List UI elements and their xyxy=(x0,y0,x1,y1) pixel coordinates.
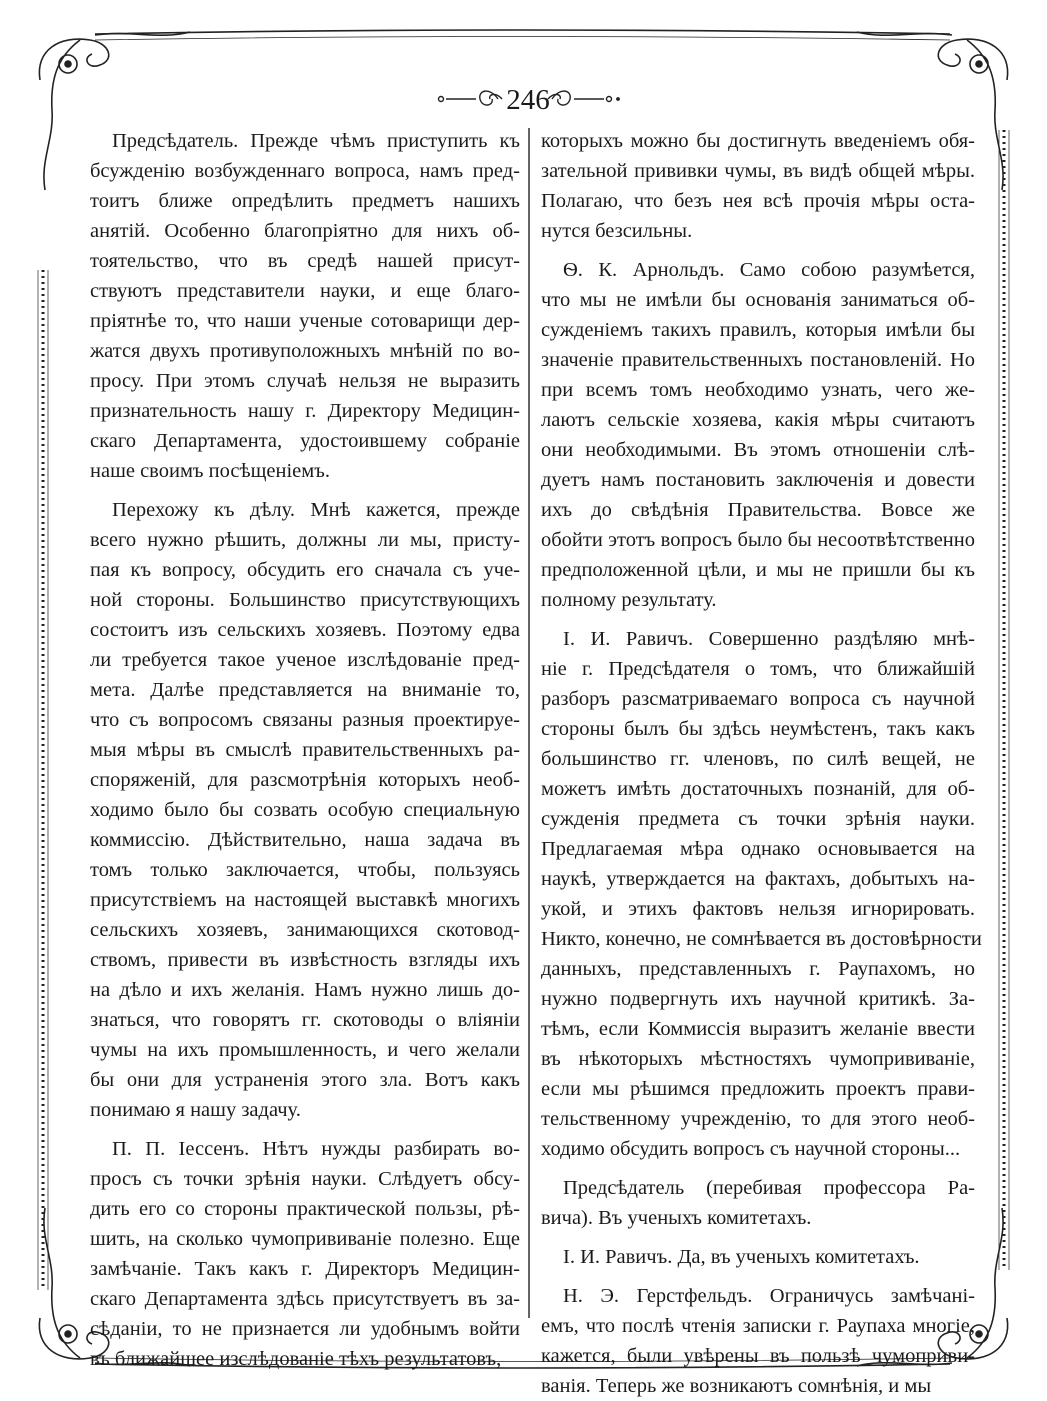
text-line: при всемъ томъ необходимо узнать, чего же- xyxy=(541,379,975,401)
text-line: ли требуется такое ученое изслѣдованіе пред- xyxy=(90,649,520,671)
text-line: сельскихъ хозяевъ, занимающихся скотовод- xyxy=(90,919,520,941)
paragraph xyxy=(541,1242,975,1272)
text-line: П. П. Іессенъ. Нѣтъ нужды разбирать во- xyxy=(112,1138,520,1160)
text-line: понимаю я нашу задачу. xyxy=(90,1099,301,1121)
text-line: пая къ вопросу, обсудить его сначала съ уче- xyxy=(90,559,520,581)
text-line: значеніе правительственныхъ постановленій. Но xyxy=(541,349,975,371)
text-line: сужденіемъ такихъ правилъ, которыя имѣли бы xyxy=(541,319,975,341)
text-line: Перехожу къ дѣлу. Мнѣ кажется, прежде xyxy=(112,499,520,521)
paragraph xyxy=(90,126,520,486)
text-line: тоятельство, что въ средѣ нашей присут- xyxy=(90,250,520,272)
paragraph xyxy=(541,1281,975,1401)
text-line: можетъ имѣть достаточныхъ познаній, для об- xyxy=(541,778,975,800)
text-line: которыхъ можно бы достигнуть введеніемъ обя- xyxy=(541,130,975,152)
text-line: нутся безсильны. xyxy=(541,220,693,242)
text-line: большинство гг. членовъ, по силѣ вещей, не xyxy=(541,748,975,770)
text-line: что мы не имѣли бы основанія заниматься об- xyxy=(541,289,975,311)
text-line: мета. Далѣе представляется на вниманіе то, xyxy=(90,679,520,701)
text-line: признательность нашу г. Директору Медицин- xyxy=(90,400,520,422)
text-line: скаго Департамента, удостоившему собраніе xyxy=(90,430,520,452)
text-line: полному результату. xyxy=(541,589,717,611)
left-column xyxy=(90,126,520,1370)
text-line: мыя мѣры въ смыслѣ правительственныхъ ра- xyxy=(90,739,520,761)
text-line: коммиссію. Дѣйствительно, наша задача въ xyxy=(90,829,520,851)
text-line: присутствіемъ на настоящей выставкѣ многихъ xyxy=(90,889,520,911)
text-line: наукѣ, утверждается на фактахъ, добытыхъ на- xyxy=(541,868,975,890)
text-line: Предсѣдатель (перебивая профессора Ра- xyxy=(563,1177,975,1199)
text-line: тельственному учрежденію, то для этого необ- xyxy=(541,1108,975,1130)
text-line: ходимо обсудить вопросъ съ научной стороны... xyxy=(541,1138,961,1160)
text-line: стороны былъ бы здѣсь неумѣстенъ, такъ какъ xyxy=(541,718,975,740)
text-line: въ ближайшее изслѣдованіе тѣхъ результатовъ, xyxy=(90,1348,502,1370)
text-line: споряженій, для разсмотрѣнія которыхъ необ- xyxy=(90,769,520,791)
text-line: пріятнѣе то, что наши ученые сотоварищи дер- xyxy=(90,310,520,332)
text-line: Предсѣдатель. Прежде чѣмъ приступить къ xyxy=(112,130,520,152)
text-line: лаютъ сельскіе хозяева, какія мѣры считаютъ xyxy=(541,409,975,431)
text-line: І. И. Равичъ. Да, въ ученыхъ комитетахъ. xyxy=(563,1246,920,1268)
text-line: что съ вопросомъ связаны разныя проектируе- xyxy=(90,709,520,731)
text-line: анятій. Особенно благопріятно для нихъ об- xyxy=(90,220,520,242)
text-line: Н. Э. Герстфельдъ. Ограничусь замѣчані- xyxy=(563,1285,975,1307)
text-line: они необходимыми. Въ этомъ отношеніи слѣ- xyxy=(541,439,975,461)
text-line: І. И. Равичъ. Совершенно раздѣляю мнѣ- xyxy=(563,628,975,650)
text-line: замѣчаніе. Такъ какъ г. Директоръ Медицин- xyxy=(90,1258,520,1280)
text-line: ной стороны. Большинство присутствующихъ xyxy=(90,589,520,611)
text-line: предположенной цѣли, и мы не пришли бы къ xyxy=(541,559,975,581)
paragraph xyxy=(90,1134,520,1374)
text-line: ніе г. Предсѣдателя о томъ, что ближайшій xyxy=(541,658,975,680)
text-line: тѣмъ, если Коммиссія выразитъ желаніе ввести xyxy=(541,1018,975,1040)
text-line: дуетъ намъ постановить заключенія и довести xyxy=(541,469,975,491)
text-line: Полагаю, что безъ нея всѣ прочія мѣры оста- xyxy=(541,190,975,212)
text-line: Ѳ. К. Арнольдъ. Само собою разумѣется, xyxy=(563,259,975,281)
text-line: сужденія предмета съ точки зрѣнія науки. xyxy=(541,808,975,830)
text-line: ствомъ, привести въ извѣстность взгляды ихъ xyxy=(90,949,520,971)
text-line: обойти этотъ вопросъ было бы несоотвѣтственно xyxy=(541,529,975,551)
text-line: емъ, что послѣ чтенія записки г. Раупаха многіе, xyxy=(541,1315,975,1337)
text-line: нужно подвергнуть ихъ научной критикѣ. За- xyxy=(541,988,975,1010)
text-line: наше своимъ посѣщеніемъ. xyxy=(90,460,330,482)
text-line: ходимо было бы созвать особую специальную xyxy=(90,799,520,821)
text-line: сѣданіи, то не признается ли удобнымъ войти xyxy=(90,1318,520,1340)
text-line: состоитъ изъ сельскихъ хозяевъ. Поэтому едва xyxy=(90,619,520,641)
paragraph xyxy=(541,255,975,615)
text-line: если мы рѣшимся предложить проектъ прави- xyxy=(541,1078,975,1100)
text-line: бсужденію возбужденнаго вопроса, намъ пред- xyxy=(90,160,520,182)
paragraph xyxy=(90,495,520,1125)
text-line: на дѣло и ихъ желанія. Намъ нужно лишь до- xyxy=(90,979,520,1001)
text-line: данныхъ, представленныхъ г. Раупахомъ, но xyxy=(541,958,975,980)
paragraph xyxy=(541,1173,975,1233)
text-line: томъ только заключается, чтобы, пользуясь xyxy=(90,859,520,881)
text-line: всего нужно рѣшить, должны ли мы, присту- xyxy=(90,529,520,551)
text-line: ствуютъ представители науки, и еще благо- xyxy=(90,280,520,302)
text-line: дить его со стороны практической пользы, рѣ- xyxy=(90,1198,520,1220)
text-line: въ нѣкоторыхъ мѣстностяхъ чумопрививаніе, xyxy=(541,1048,975,1070)
page-number: 246 xyxy=(506,84,550,116)
text-line: шить, на сколько чумопрививаніе полезно. Еще xyxy=(90,1228,520,1250)
paragraph xyxy=(541,624,982,1164)
text-line: знаться, что говорятъ гг. скотоводы о вліяніи xyxy=(90,1009,520,1031)
text-line: бы они для устраненія этого зла. Вотъ какъ xyxy=(90,1069,520,1091)
text-line: Никто, конечно, не сомнѣвается въ достовѣрности xyxy=(541,928,982,950)
text-line: тоитъ ближе опредѣлить предметъ нашихъ xyxy=(90,190,520,212)
text-line: разборъ разсматриваемаго вопроса съ научной xyxy=(541,688,975,710)
text-line: укой, и этихъ фактовъ нельзя игнорировать. xyxy=(541,898,975,920)
text-line: зательной прививки чумы, въ видѣ общей мѣры. xyxy=(541,160,975,182)
text-line: ихъ до свѣдѣнія Правительства. Вовсе же xyxy=(541,499,975,521)
text-line: просъ съ точки зрѣнія науки. Слѣдуетъ обсу- xyxy=(90,1168,520,1190)
text-line: чумы на ихъ промышленность, и чего желали xyxy=(90,1039,520,1061)
text-line: просу. При этомъ случаѣ нельзя не выразить xyxy=(90,370,520,392)
text-line: жатся двухъ противуположныхъ мнѣній по во- xyxy=(90,340,520,362)
right-column xyxy=(541,126,982,1397)
paragraph xyxy=(541,126,975,246)
text-line: вича). Въ ученыхъ комитетахъ. xyxy=(541,1207,812,1229)
text-line: Предлагаемая мѣра однако основывается на xyxy=(541,838,975,860)
text-line: скаго Департамента здѣсь присутствуетъ въ за- xyxy=(90,1288,520,1310)
text-line: ванія. Теперь же возникаютъ сомнѣнія, и мы xyxy=(541,1375,932,1397)
text-line: кажется, были увѣрены въ пользѣ чумоприви- xyxy=(541,1345,975,1367)
page-header xyxy=(0,82,1047,122)
